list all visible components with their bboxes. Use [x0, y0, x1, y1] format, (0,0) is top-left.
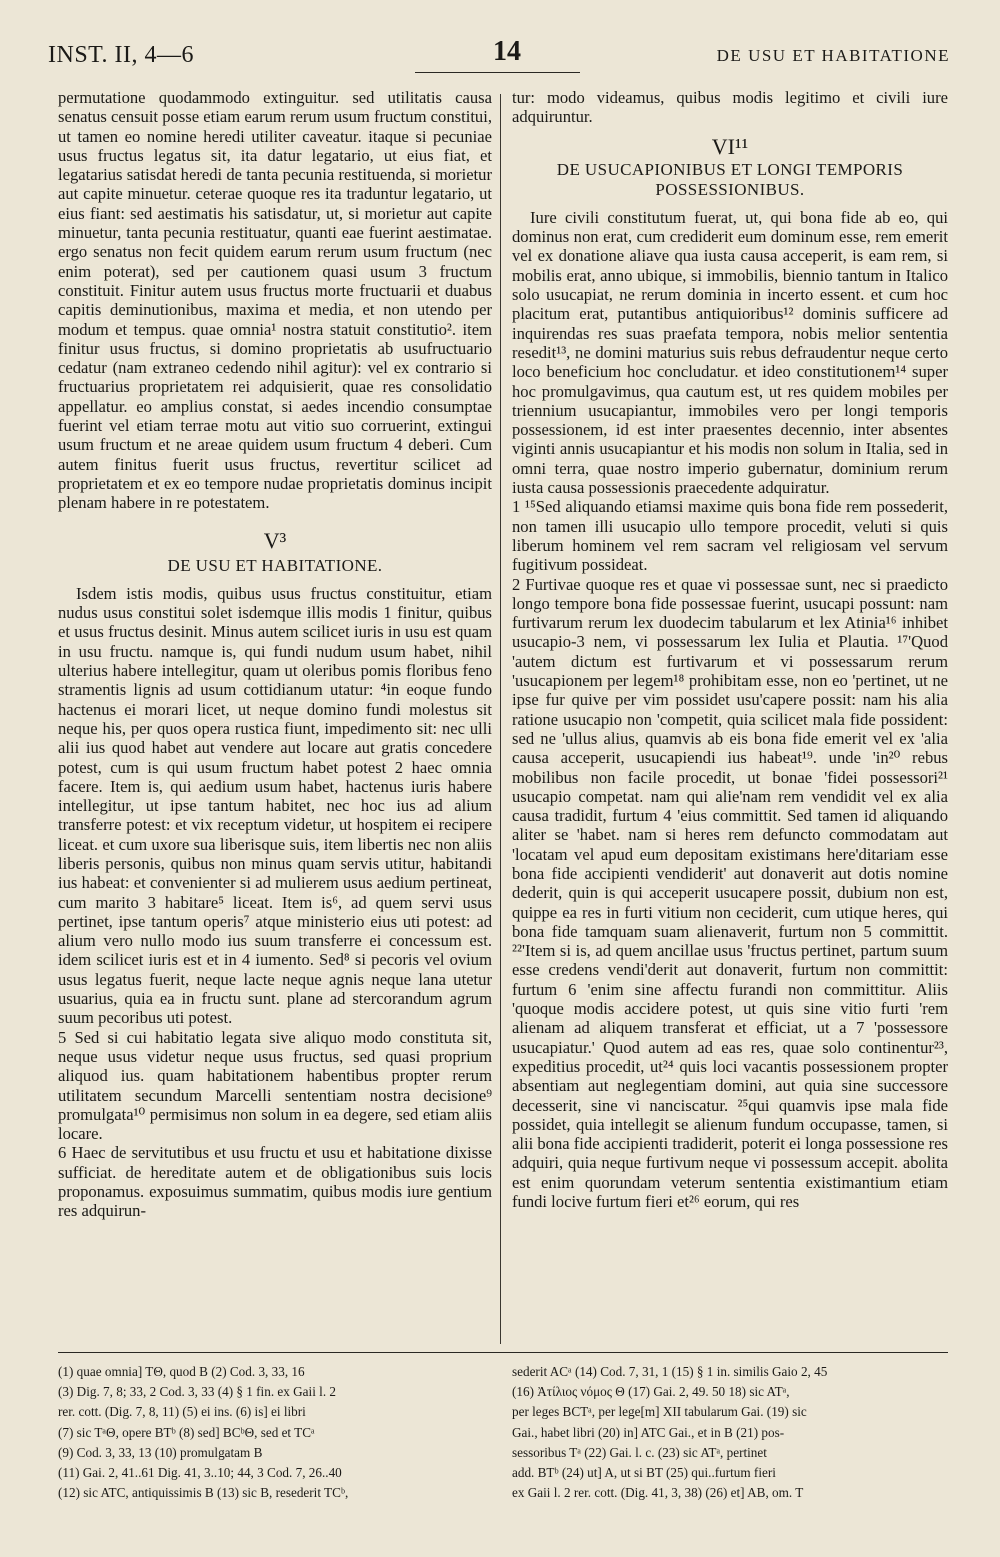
left-column	[58, 88, 492, 1221]
footnote-line: (1) quae omnia] TΘ, quod B (2) Cod. 3, 33, 16	[58, 1364, 305, 1379]
section-number: V³	[263, 527, 287, 553]
footnote-line: (7) sic TᵃΘ, opere BTᵇ (8) sed] BCᵇΘ, sed et TCᵃ	[58, 1424, 315, 1440]
paragraph: 2 Furtivae quoque res et quae vi possessae sunt, nec si praedicto longo tempore bona fide possessae fuerint, usucapi possunt: nam furtivarum rerum lex duodecim tabularum et lex Atinia¹⁶ inhibet usucapio-3 nem, vi possessarum lex Iulia et Plautia. ¹⁷'Quod 'autem dictum est furtivarum et vi possessarum rerum 'usucapionem per legem¹⁸ prohibitam esse, non eo 'pertinet, ut ne ipse fur quive per vim possidet usu'capere possit: nam his alia ratione usucapio non 'competit, quia scilicet mala fide possident: sed ne 'ullus alius, quamvis ab eis bona fide emerit vel ex 'alia causa acceperit, usucapiendi ius habeat¹⁹. unde 'in²⁰ rebus mobilibus non facile procedit, ut bonae 'fidei possessori²¹ usucapio competat. nam qui alie'nam rem vendidit vel ex alia causa tradidit, furtum 4 'eius committit. Sed tamen id aliquando aliter se 'habet. nam si heres rem defuncto commodatam aut 'locatam vel apud eum depositam existimans here'ditariam esse bona fide accipienti vendiderit' aut donaverit aut dotis nomine dederit, quin is qui acceperit usucapere possit, dubium non est, quippe ea res in furti vitium non ceciderit, cum utique heres, qui bona fide tamquam suam alienaverit, furtum non 5 committit. ²²'Item si is, ad quem ancillae usus 'fructus pertinet, partum suum esse credens vendi'derit aut donaverit, furtum non committit: furtum 6 'enim sine affectu furandi non committitur. Aliis 'quoque modis accidere potest, ut quis sine vitio furti 'rem alienam ad aliquem transferat et efficiat, ut a 7 'possessore usucapiatur.' Quod autem ad eas res, quae solo continentur²³, expeditius procedit, ut²⁴ quis loci vacantis possessionem propter absentiam aut neglegentiam domini, aut quia sine successore decesserit, sine vi nanciscatur. ²⁵qui quamvis ipse mala fide possidet, quia intellegit se alienum fundum occupasse, tamen, si alii bona fide accipienti tradiderit, poterit ei longa possessione res adquiri, quia neque furtivum neque vi possessum accepit. abolita est enim quorundam veterum sententia existimantium etiam fundi locive furtum fieri et²⁶ eorum, qui res	[512, 574, 948, 1212]
footnotes-left	[58, 1362, 490, 1503]
footnote-line: sederit ACᵃ (14) Cod. 7, 31, 1 (15) § 1 in. similis Gaio 2, 45	[512, 1364, 828, 1379]
header-citation: INST. II, 4—6	[48, 42, 195, 68]
header-rule	[415, 72, 580, 73]
section-number: VI¹¹	[711, 133, 749, 159]
section-title: DE USU ET HABITATIONE.	[167, 555, 383, 575]
paragraph: Isdem istis modis, quibus usus fructus constituitur, etiam nudus usus constitui solet isdemque illis modis 1 finitur, quibus et usus fructus desinit. Minus autem scilicet iuris in usu est quam in usu fructu. namque is, qui fundi nudum usum habet, nihil ulterius habere intellegitur, quam ut oleribus pomis floribus feno stramentis lignis ad usum cottidianum utatur: ⁴in eoque fundo hactenus ei morari licet, ut neque domino fundi molestus sit neque his, per quos opera rustica fiunt, impedimento sit: nec ulli alii ius quod habet aut vendere aut locare aut gratis concedere potest, cum is qui usum fructum habet potest 2 haec omnia facere. Item is, qui aedium usum habet, hactenus iuris habere intellegitur, ut ipse tantum habitet, nec hoc ius ad alium transferre potest: et vix receptum videtur, ut hospitem ei recipere liceat. et cum uxore sua liberisque suis, item libertis nec non aliis liberis personis, quibus non minus quam servis utitur, habitandi ius habeat: et convenienter si ad mulierem usus aedium pertineat, cum marito 3 habitare⁵ liceat. Item is⁶, ad quem servi usus pertinet, ipse tantum operis⁷ atque ministerio eius uti potest: ad alium vero nullo modo ius suum transferre ei concessum est. idem scilicet iuris est et in 4 iumento. Sed⁸ si pecoris vel ovium usus legatus fuerit, neque lacte neque agnis neque lana utetur usuarius, quia ea in fructu sunt. plane ad stercorandum agrum suum pecoribus uti potest.	[58, 583, 492, 1028]
footnote-line: add. BTᵇ (24) ut] A, ut si BT (25) qui..furtum fieri	[512, 1465, 776, 1481]
footnote-line: (16) Ἀτίλιος νόμος Θ (17) Gai. 2, 49. 50 18) sic ATᵃ,	[512, 1384, 790, 1400]
footnote-line: (9) Cod. 3, 33, 13 (10) promulgatam B	[58, 1444, 263, 1460]
section-title: DE USUCAPIONIBUS ET LONGI TEMPORIS POSSESSIONIBUS.	[556, 159, 904, 199]
running-header	[48, 36, 950, 76]
header-section-title: DE USU ET HABITATIONE	[716, 46, 950, 65]
paragraph-continuation: tur: modo videamus, quibus modis legitimo et civili iure adquiruntur.	[512, 88, 948, 127]
page-number: 14	[493, 36, 521, 67]
footnote-line: rer. cott. (Dig. 7, 8, 11) (5) ei ins. (6) is] ei libri	[58, 1404, 306, 1420]
paragraph-continuation: permutatione quodammodo extinguitur. sed utilitatis causa senatus censuit posse etiam earum rerum usum fructum constitui, ut tamen eo nomine heredi utiliter caveatur. itaque si pecuniae usus fructus legatus sit, ita datur legatario, ut eius fiat, et legatarius satisdat heredi de tanta pecunia restituenda, si morietur aut capite minuetur. ceterae quoque res ita traduntur legatario, ut eius fiant: sed aestimatis his satisdatur, ut, si morietur aut capite minuetur, tanta pecunia restituatur, quanti eae fuerint aestimatae. ergo senatus non fecit quidem earum rerum usum fructum (nec enim poterat), sed per cautionem quasi usum 3 fructum constituit. Finitur autem usus fructus morte fructuarii et duabus capitis deminutionibus, maxima et media, et non utendo per modum et tempus. quae omnia¹ nostra statuit constitutio². item finitur usus fructus, si domino proprietatis ab usufructuario cedatur (nam extraneo cedendo nihil agitur): vel ex contrario si fructuarius proprietatem rei adquisierit, quae res consolidatio appellatur. eo amplius constat, si aedes incendio consumptae fuerint vel etiam terrae motu aut vitio suo corruerint, extingui usum fructum et ne areae quidem usum fructum 4 deberi. Cum autem finitus fuerit usus fructus, revertitur scilicet ad proprietatem et ex eo tempore nudae proprietatis dominus incipit plenam habere in re potestatem.	[58, 88, 492, 513]
footnote-line: per leges BCTᵃ, per lege[m] XII tabularum Gai. (19) sic	[512, 1404, 807, 1420]
footnote-rule	[58, 1352, 948, 1353]
right-column	[512, 88, 948, 1211]
paragraph: Iure civili constitutum fuerat, ut, qui bona fide ab eo, qui dominus non erat, cum crediderit eum dominum esse, rem emerit vel ex donatione aliave qua iusta causa acceperit, is eam rem, si mobilis erat, anno ubique, si immobilis, biennio tantum in Italico solo usucapiat, ne rerum dominia in incerto essent. et cum hoc placitum erat, putantibus antiquioribus¹² dominis sufficere ad inquirendas res suas praefata tempora, nobis melior sententia resedit¹³, ne domini maturius suis rebus defraudentur neque certo loco beneficium hoc concludatur. et ideo constitutionem¹⁴ super hoc promulgavimus, qua cautum est, ut res quidem mobiles per triennium usucapiantur, immobiles vero per longi temporis possessionem, id est inter praesentes decennio, inter absentes viginti annis usucapiantur et his modis non solum in Italia, sed in omni terra, quae nostro imperio gubernatur, dominium rerum iusta causa possessionis praecedente adquiratur.	[512, 207, 948, 498]
footnote-line: (11) Gai. 2, 41..61 Dig. 41, 3..10; 44, 3 Cod. 7, 26..40	[58, 1465, 342, 1481]
footnote-line: ex Gaii l. 2 rer. cott. (Dig. 41, 3, 38) (26) et] AB, om. T	[512, 1485, 804, 1501]
column-divider	[500, 94, 501, 1344]
footnote-line: (3) Dig. 7, 8; 33, 2 Cod. 3, 33 (4) § 1 fin. ex Gaii l. 2	[58, 1384, 337, 1400]
footnote-line: sessoribus Tᵃ (22) Gai. l. c. (23) sic ATᵃ, pertinet	[512, 1444, 767, 1460]
paragraph: 6 Haec de servitutibus et usu fructu et usu et habitatione dixisse sufficiat. de hereditate autem et de obligationibus suis locis proponamus. exposuimus summatim, quibus modis iure gentium res adquirun-	[58, 1143, 492, 1221]
footnotes-right	[512, 1362, 948, 1503]
footnote-line: Gai., habet libri (20) in] ATC Gai., et in B (21) pos-	[512, 1424, 785, 1440]
paragraph: 1 ¹⁵Sed aliquando etiamsi maxime quis bona fide rem possederit, non tamen illi usucapio ullo tempore procedit, veluti si quis liberum hominem vel rem sacram vel religiosam vel servum fugitivum possideat.	[512, 497, 948, 575]
paragraph: 5 Sed si cui habitatio legata sive aliquo modo constituta sit, neque usus videtur neque usus fructus, sed quasi proprium aliquod ius. quam habitationem habentibus propter rerum utilitatem secundum Marcelli sententiam nostra decisione⁹ promulgata¹⁰ permisimus non solum in ea degere, sed etiam aliis locare.	[58, 1027, 492, 1144]
footnote-line: (12) sic ATC, antiquissimis B (13) sic B, resederit TCᵇ,	[58, 1485, 349, 1501]
